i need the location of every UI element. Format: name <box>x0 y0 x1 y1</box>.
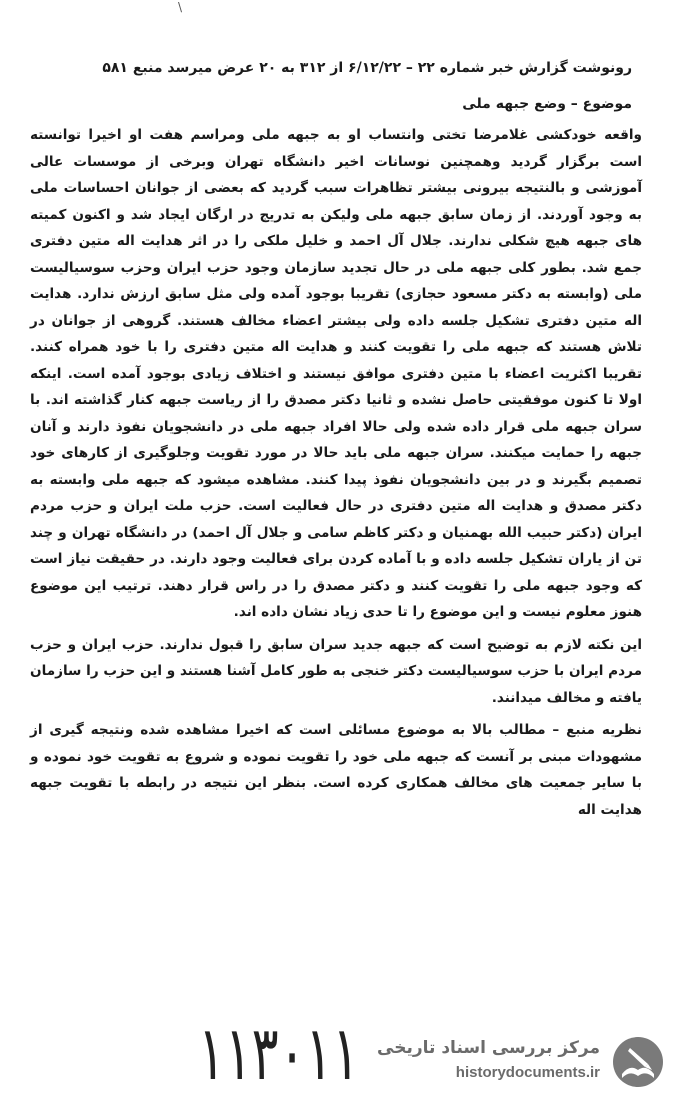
watermark-url: historydocuments.ir <box>455 1064 600 1081</box>
report-subject: موضوع – وضع جبهه ملی <box>462 96 632 112</box>
top-corner-mark: \ <box>178 0 183 14</box>
report-body <box>30 122 642 823</box>
body-paragraph-3: نظریه منبع – مطالب بالا به موضوع مسائلی است که اخیرا مشاهده شده ونتیجه گیری از مشهودات مبنی بر آنست که جبهه ملی خود را تقویت نموده و شروع به تقویت خود نموده و با سایر جمعیت های مخالف همکاری کرده است. بنظر این نتیجه در رابطه با تقویت جبهه هدایت اله <box>30 722 642 818</box>
body-paragraph-1: واقعه خودکشی غلامرضا تختی وانتساب او به جبهه ملی ومراسم هفت او اخیرا توانسته است برگزار گردید وهمچنین نوسانات اخیر دانشگاه تهران وبرخی از موسسات عالی آموزشی و بالنتیجه بیرونی بیشتر تظاهرات سبب گردید که بعضی از جوانان احساسات ملی به وجود آوردند. از زمان سابق جبهه ملی ولیکن به تدریج در ارگان ایجاد شد و اکنون کمیته های جبهه هیچ شکلی ندارند. جلال آل احمد و خلیل ملکی را در اثر هدایت اله متین دفتری جمع شد. بطور کلی جبهه ملی در حال تجدید سازمان وجود حزب ایران وحزب سوسیالیست ملی (وابسته به دکتر مسعود حجازی) تقریبا بوجود آمده ولی مثل سابق ارزش ندارد. هدایت اله متین دفتری تشکیل جلسه داده ولی بیشتر اعضاء مخالف هستند. گروهی از جوانان در تلاش هستند که جبهه ملی را تقویت کنند و هدایت اله متین دفتری را با خود همراه کنند. تقریبا اکثریت اعضاء با متین دفتری موافق نیستند و اختلاف زیادی بوجود آمده است. اینکه اولا تا کنون موفقیتی حاصل نشده و ثانیا دکتر مصدق را از ریاست جبهه کنار گذاشته اند. با سران جبهه ملی قرار داده شده ولی حالا افراد جبهه ملی در دانشجویان نفوذ دارند و آنان جبهه را حمایت میکنند. سران جبهه ملی باید حالا در مورد تقویت وجلوگیری از کارهای خود تصمیم بگیرند و در بین دانشجویان نفوذ پیدا کنند. مشاهده میشود که جبهه ملی وابسته به دکتر مصدق و هدایت اله متین دفتری در حال فعالیت است. حزب ملت ایران و حزب مردم ایران (دکتر حبیب الله بهمنیان و دکتر کاظم سامی و جلال آل احمد) در دانشگاه تهران و چند تن از یاران تشکیل جلسه داده و با آماده کردن برای فعالیت وجود دارند. در حقیقت نیاز است که وجود جبهه ملی را تقویت کنند و دکتر مصدق را در راس قرار دهند. ترتیب این موضوع هنوز معلوم نیست و این موضوع را تا حدی زیاد نشان داده اند. <box>30 127 642 620</box>
archive-watermark <box>346 1034 666 1090</box>
report-reference-line: رونوشت گزارش خبر شماره ۲۲ – ۶/۱۲/۲۲ از ۳۱۲ به ۲۰ عرض میرسد منبع ۵۸۱ <box>102 60 632 76</box>
body-paragraph-2: این نکته لازم به توضیح است که جبهه جدید سران سابق را قبول ندارند. حزب ایران و حزب مردم ایران با حزب سوسیالیست دکتر خنجی به طور کامل آشنا هستند و این حزب را سازمان یافته و مخالف میدانند. <box>30 636 642 706</box>
book-quill-icon <box>608 1034 666 1090</box>
watermark-title: مرکز بررسی اسناد تاریخی <box>377 1038 600 1058</box>
handwritten-document-number: ۱۱۳۰۱۱ <box>198 1010 360 1097</box>
